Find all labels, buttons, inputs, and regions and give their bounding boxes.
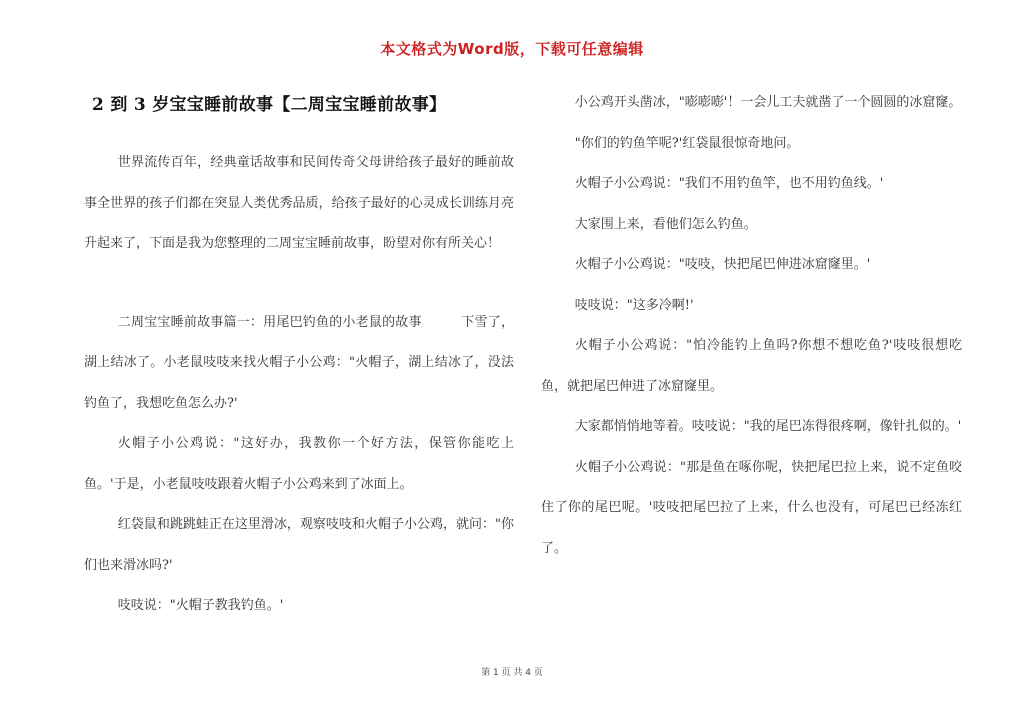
page-title: 2 到 3 岁宝宝睡前故事【二周宝宝睡前故事】	[92, 95, 447, 115]
story-paragraph: 红袋鼠和跳跳蛙正在这里滑冰，观察吱吱和火帽子小公鸡，就问："你们也来滑冰吗?'	[84, 517, 514, 573]
story-paragraph: "你们的钓鱼竿呢?'红袋鼠很惊奇地问。	[574, 135, 800, 151]
story-paragraph: 火帽子小公鸡说："这好办，我教你一个好方法，保管你能吃上鱼。'于是，小老鼠吱吱跟着火帽子小公鸡来到了冰面上。	[84, 436, 514, 492]
story-paragraph: 火帽子小公鸡说："怕冷能钓上鱼吗?你想不想吃鱼?'吱吱很想吃鱼，就把尾巴伸进了冰窟窿里。	[541, 338, 962, 394]
story-paragraph: 大家都悄悄地等着。吱吱说："我的尾巴冻得很疼啊，像针扎似的。'	[574, 419, 962, 434]
story-paragraph: 火帽子小公鸡说："我们不用钓鱼竿，也不用钓鱼线。'	[574, 176, 884, 191]
right-column	[541, 83, 962, 569]
left-column	[84, 84, 514, 627]
intro-paragraph: 世界流传百年，经典童话故事和民间传奇父母讲给孩子最好的睡前故事全世界的孩子们都在突显人类优秀品质，给孩子最好的心灵成长训练月亮升起来了，下面是我为您整理的二周宝宝睡前故事，盼望对你有所关心！	[84, 155, 514, 251]
download-banner: 本文格式为Word版，下载可任意编辑	[380, 40, 644, 58]
story-paragraph: 吱吱说："这多冷啊!'	[574, 297, 694, 313]
story-paragraph: 吱吱说："火帽子教我钓鱼。'	[117, 598, 284, 613]
story-paragraph: 二周宝宝睡前故事篇一：用尾巴钓鱼的小老鼠的故事 下雪了，湖上结冰了。小老鼠吱吱来找火帽子小公鸡："火帽子，湖上结冰了，没法钓鱼了，我想吃鱼怎么办?'	[84, 314, 514, 411]
story-paragraph: 火帽子小公鸡说："那是鱼在啄你呢，快把尾巴拉上来，说不定鱼咬住了你的尾巴呢。'吱吱把尾巴拉了上来，什么也没有，可尾巴已经冻红了。	[541, 459, 962, 556]
story-paragraph: 火帽子小公鸡说："吱吱，快把尾巴伸进冰窟窿里。'	[574, 257, 871, 272]
story-paragraph: 大家围上来，看他们怎么钓鱼。	[574, 216, 757, 232]
page-number: 第 1 页 共 4 页	[481, 668, 543, 678]
story-paragraph: 小公鸡开头凿冰，"嘭嘭嘭'！一会儿工夫就凿了一个圆圆的冰窟窿。	[574, 95, 962, 110]
